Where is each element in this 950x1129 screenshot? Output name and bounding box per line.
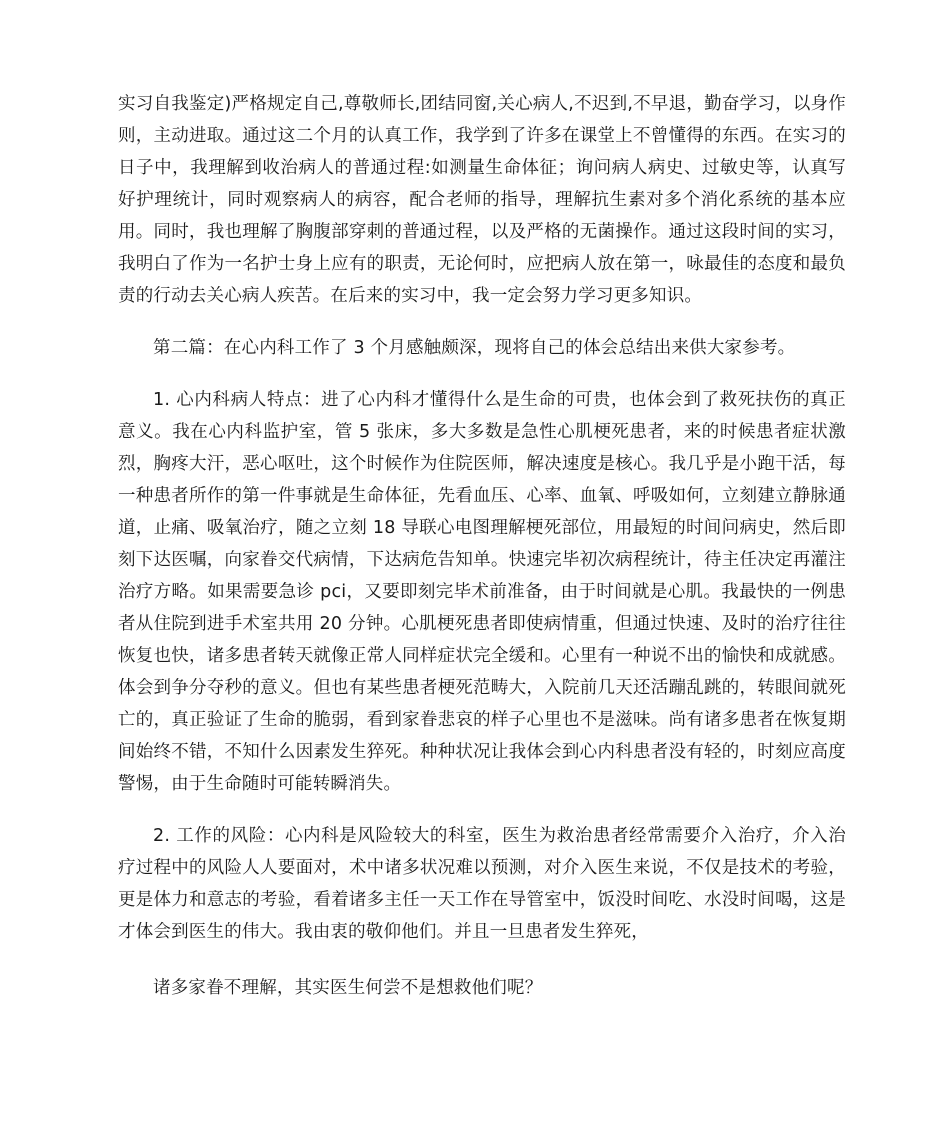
paragraph-work-risks: 2. 工作的风险：心内科是风险较大的科室，医生为救治患者经常需要介入治疗，介入治疗过程中的风险人人要面对，术中诸多状况难以预测，对介入医生来说，不仅是技术的考验，更是体力和意志的考验，看着诸多主任一天工作在导管室中，饭没时间吃、水没时间喝，这是才体会到医生的伟大。我由衷的敬仰他们。并且一旦患者发生猝死， — [118, 826, 846, 942]
paragraph-internship-summary: 实习自我鉴定)严格规定自己,尊敬师长,团结同窗,关心病人,不迟到,不早退，勤奋学习，以身作则，主动进取。通过这二个月的认真工作，我学到了许多在课堂上不曾懂得的东西。在实习的日子中，我理解到收治病人的普通过程:如测量生命体征；询问病人病史、过敏史等，认真写好护理统计，同时观察病人的病容，配合老师的指导，理解抗生素对多个消化系统的基本应用。同时，我也理解了胸腹部穿刺的普通过程，以及严格的无菌操作。通过这段时间的实习，我明白了作为一名护士身上应有的职责，无论何时，应把病人放在第一，咏最佳的态度和最负责的行动去关心病人疾苦。在后来的实习中，我一定会努力学习更多知识。 — [118, 94, 846, 306]
paragraph-family-misunderstanding: 诸多家眷不理解，其实医生何尝不是想救他们呢？ — [153, 978, 543, 998]
document-page — [118, 88, 846, 1004]
paragraph-cardiology-patient-traits: 1. 心内科病人特点：进了心内科才懂得什么是生命的可贵，也体会到了救死扶伤的真正意义。我在心内科监护室，管 5 张床，多大多数是急性心肌梗死患者，来的时候患者症状激烈，胸疼大汗，恶心呕吐，这个时候作为住院医师，解决速度是核心。我几乎是小跑干活，每一种患者所作的第一件事就是生命体征，先看血压、心率、血氧、呼吸如何，立刻建立静脉通道，止痛、吸氧治疗，随之立刻 18 导联心电图理解梗死部位，用最短的时间问病史，然后即刻下达医嘱，向家眷交代病情，下达病危告知单。快速完毕初次病程统计，待主任决定再灌注治疗方略。如果需要急诊 pci，又要即刻完毕术前准备，由于时间就是心肌。我最快的一例患者从住院到进手术室共用 20 分钟。心肌梗死患者即使病情重，但通过快速、及时的治疗往往恢复也快，诸多患者转天就像正常人同样症状完全缓和。心里有一种说不出的愉快和成就感。体会到争分夺秒的意义。但也有某些患者梗死范畴大，入院前几天还活蹦乱跳的，转眼间就死亡的，真正验证了生命的脆弱，看到家眷悲哀的样子心里也不是滋味。尚有诸多患者在恢复期间始终不错，不知什么因素发生猝死。种种状况让我体会到心内科患者没有轻的，时刻应高度警惕，由于生命随时可能转瞬消失。 — [118, 390, 846, 794]
paragraph-second-article-intro: 第二篇：在心内科工作了 3 个月感触颇深，现将自己的体会总结出来供大家参考。 — [153, 338, 796, 358]
